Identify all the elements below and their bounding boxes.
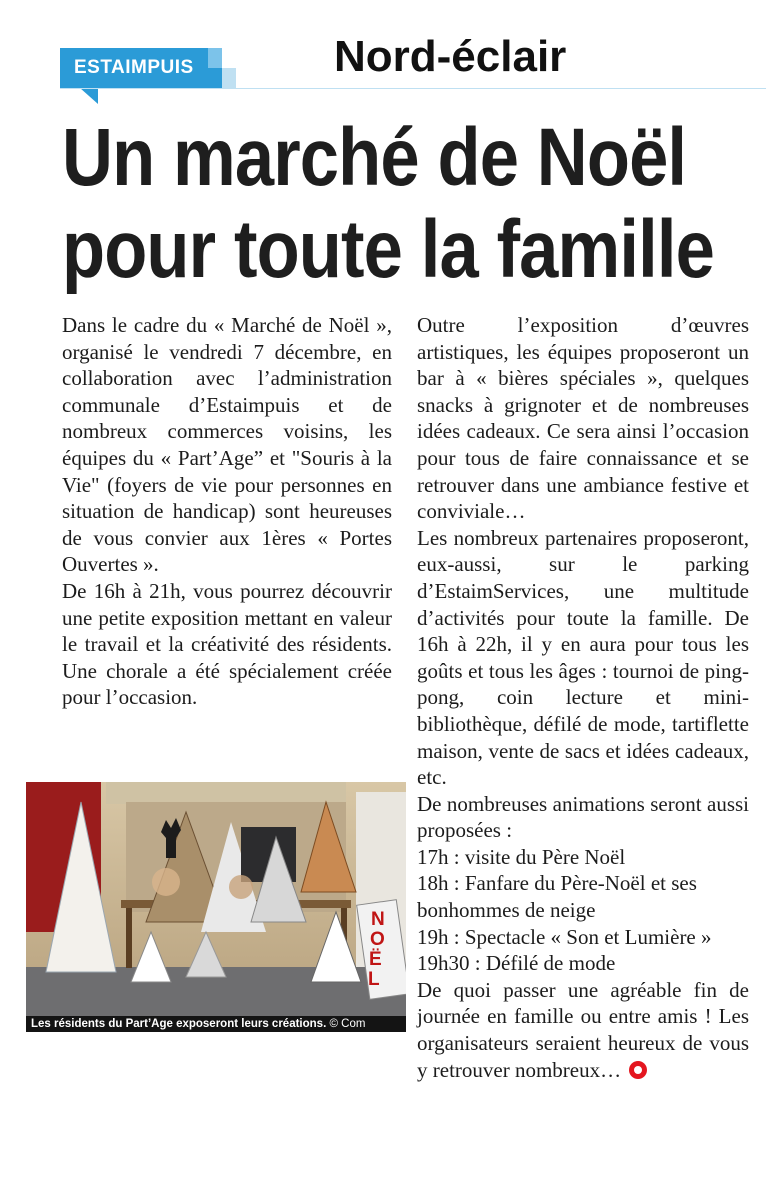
sign-letter: N (371, 909, 385, 930)
photo-caption (26, 1016, 406, 1032)
header-rule (60, 88, 766, 89)
photo-caption-text: Les résidents du Part’Age exposeront leurs créations. (31, 1018, 327, 1030)
photo-credit: © Com (329, 1018, 366, 1030)
right-column (417, 312, 749, 1083)
closing-paragraph (417, 977, 749, 1083)
tag-decoration (222, 48, 236, 88)
tag-decoration (208, 48, 222, 88)
schedule-item: 17h : visite du Père Noël (417, 844, 626, 869)
photo-illustration (26, 782, 406, 1016)
article-photo (26, 782, 406, 1032)
section-tag (60, 48, 236, 88)
newspaper-name: Nord-éclair (334, 32, 567, 81)
headline-line-2: pour toute la famille (62, 204, 714, 295)
section-tag-label: ESTAIMPUIS (60, 48, 208, 88)
paragraph: De 16h à 21h, vous pourrez découvrir une petite exposition mettant en valeur le travail et la créativité des résidents. Une chorale a été spécialement créée pour l’occasion. (62, 578, 392, 710)
paragraph: De nombreuses animations seront aussi proposées : (417, 791, 749, 843)
sign-letter: Ë (369, 949, 382, 970)
sign-letter: L (368, 969, 380, 990)
headline (62, 112, 714, 296)
paragraph: Outre l’exposition d’œuvres artistiques, les équipes proposeront un bar à « bières spéciales », quelques snacks à grignoter et de nombreuses idées cadeaux. Ce sera ainsi l’occasion pour tous de faire connaissance et se retrouver dans une ambiance festive et conviviale… (417, 313, 749, 524)
schedule-item: 19h : Spectacle « Son et Lumière » (417, 924, 712, 949)
paragraph: Les nombreux partenaires proposeront, eux-aussi, sur le parking d’EstaimServices, une multitude d’activités pour toute la famille. De 16h à 22h, il y en aura pour tous les goûts et tous les âges : tournoi de ping-pong, coin lecture et mini-bibliothèque, défilé de mode, tartiflette maison, vente de sacs et idées cadeaux, etc. (417, 525, 749, 790)
paragraph: Dans le cadre du « Marché de Noël », organisé le vendredi 7 décembre, en collaboration avec l’administration communale d’Estaimpuis et de nombreux commerces voisins, les équipes du « Part’Age” et "Souris à la Vie" (foyers de vie pour personnes en situation de handicap) sont heureuses de vous convier aux 1ères « Portes Ouvertes ». (62, 313, 392, 577)
schedule-item: 18h : Fanfare du Père-Noël et ses bonhommes de neige (417, 871, 697, 923)
left-column (62, 312, 392, 711)
sign-letter: O (370, 929, 385, 950)
end-of-article-icon (629, 1061, 647, 1079)
headline-line-1: Un marché de Noël (62, 112, 687, 203)
tag-pointer (80, 88, 98, 104)
schedule-item: 19h30 : Défilé de mode (417, 951, 616, 976)
closing-text: De quoi passer une agréable fin de journée en famille ou entre amis ! Les organisateurs seraient heureux de vous y retrouver nombreux… (417, 977, 749, 1082)
